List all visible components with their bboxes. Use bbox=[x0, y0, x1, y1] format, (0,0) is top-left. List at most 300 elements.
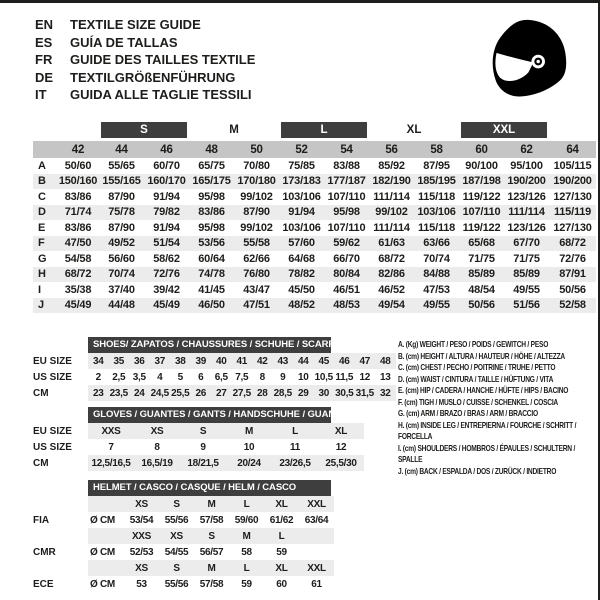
size-cell: 41/45 bbox=[198, 283, 225, 296]
shoes-us-size: 12 bbox=[359, 371, 371, 383]
helmet-size-header: M bbox=[194, 560, 229, 576]
size-cell: 66/70 bbox=[333, 252, 360, 265]
shoes-eu-size: 41 bbox=[232, 353, 253, 369]
language-code: IT bbox=[35, 87, 47, 102]
language-code: ES bbox=[35, 34, 53, 50]
shoes-cm-size: 30 bbox=[314, 385, 335, 401]
blank-cell bbox=[549, 122, 596, 141]
helmet-cmr-value bbox=[299, 544, 334, 560]
measurement-row-label: J bbox=[33, 298, 57, 314]
gloves-cm-size: 18/21,5 bbox=[180, 455, 226, 471]
shoes-cm-size: 32 bbox=[375, 385, 396, 401]
helmet-ece-value: 59 bbox=[241, 578, 252, 590]
shoes-cm-size: 24,5 bbox=[150, 385, 171, 401]
size-column-header: 64 bbox=[549, 141, 596, 158]
measurement-row-label: F bbox=[33, 236, 57, 252]
measurement-row-label: I bbox=[38, 283, 42, 296]
size-cell: 127/130 bbox=[553, 190, 592, 203]
language-title-block bbox=[35, 16, 255, 104]
helmet-icon bbox=[483, 17, 575, 109]
blank-cell bbox=[88, 560, 124, 576]
helmet-size-header: XS bbox=[159, 528, 194, 544]
blank-cell bbox=[33, 560, 88, 576]
gloves-us-size: 7 bbox=[108, 441, 114, 453]
size-cell: 55/65 bbox=[108, 159, 135, 172]
helmet-header-bar: HELMET / CASCO / CASQUE / HELM / CASCO bbox=[88, 480, 331, 496]
size-table-body bbox=[33, 158, 596, 313]
shoes-us-size: 2,5 bbox=[112, 371, 126, 383]
shoes-eu-size: 44 bbox=[293, 353, 314, 369]
size-table-row bbox=[33, 189, 596, 205]
helmet-size-header: M bbox=[194, 496, 229, 512]
shoes-eu-size: 47 bbox=[355, 353, 376, 369]
size-cell: 35/38 bbox=[64, 283, 92, 296]
helmet-size-header: XXL bbox=[299, 560, 334, 576]
size-cell: 65/75 bbox=[198, 159, 225, 172]
size-cell: 54/58 bbox=[64, 252, 92, 265]
size-cell: 49/54 bbox=[369, 298, 414, 314]
helmet-ece-row bbox=[33, 576, 334, 592]
size-cell: 95/98 bbox=[198, 221, 225, 234]
gloves-us-size: 9 bbox=[200, 441, 206, 453]
gloves-cm-size: 16,5/19 bbox=[134, 455, 180, 471]
size-cell: 75/85 bbox=[288, 159, 315, 172]
helmet-cmr-row bbox=[33, 544, 334, 560]
size-cell: 63/66 bbox=[414, 236, 459, 252]
size-column-header: 42 bbox=[57, 141, 99, 158]
blank-cell bbox=[33, 528, 88, 544]
helmet-cmr-value: 56/57 bbox=[199, 546, 224, 558]
size-cell: 123/126 bbox=[507, 221, 546, 234]
helmet-size-header: S bbox=[159, 496, 194, 512]
shoes-cm-size: 28 bbox=[252, 385, 273, 401]
size-cell: 123/126 bbox=[507, 190, 546, 203]
measurement-row-label: C bbox=[38, 190, 46, 203]
language-row bbox=[35, 16, 255, 34]
size-cell: 45/49 bbox=[144, 298, 189, 314]
size-table-row bbox=[33, 174, 596, 190]
helmet-size-header bbox=[299, 528, 334, 544]
corner-cell bbox=[33, 141, 57, 158]
helmet-fia-value: 63/64 bbox=[304, 514, 329, 526]
helmet-fia-value: 59/60 bbox=[234, 514, 259, 526]
row-label: CM bbox=[33, 387, 49, 399]
size-cell: 72/76 bbox=[559, 252, 586, 265]
shoes-us-size: 4 bbox=[157, 371, 163, 383]
size-cell: 52/58 bbox=[549, 298, 596, 314]
helmet-ece-value: 60 bbox=[276, 578, 287, 590]
shoes-us-size: 6 bbox=[198, 371, 204, 383]
shoes-cm-size: 29 bbox=[293, 385, 314, 401]
blank-cell bbox=[88, 528, 124, 544]
gloves-eu-size: M bbox=[226, 423, 272, 439]
size-cell: 59/62 bbox=[324, 236, 369, 252]
size-column-header: 44 bbox=[99, 141, 144, 158]
shoes-cm-size: 27,5 bbox=[232, 385, 253, 401]
helmet-size-header: L bbox=[229, 560, 264, 576]
language-code: DE bbox=[35, 69, 54, 85]
size-group-m: M bbox=[229, 124, 239, 136]
size-cell: 165/175 bbox=[189, 174, 234, 190]
shoes-cm-size: 31,5 bbox=[355, 385, 376, 401]
helmet-cmr-value: 54/55 bbox=[164, 546, 189, 558]
size-cell: 49/52 bbox=[99, 236, 144, 252]
diameter-unit: Ø CM bbox=[90, 578, 115, 590]
size-cell: 95/98 bbox=[324, 205, 369, 221]
diameter-unit: Ø CM bbox=[90, 514, 115, 526]
measurement-row-label: H bbox=[33, 267, 57, 283]
size-column-header: 46 bbox=[144, 141, 189, 158]
size-cell: 67/70 bbox=[504, 236, 549, 252]
size-cell: 83/88 bbox=[333, 159, 360, 172]
helmet-size-header: L bbox=[229, 496, 264, 512]
shoes-eu-size: 46 bbox=[334, 353, 355, 369]
size-cell: 160/170 bbox=[144, 174, 189, 190]
shoes-table bbox=[33, 353, 396, 401]
helmet-ece-value: 53 bbox=[136, 578, 147, 590]
size-cell: 82/86 bbox=[369, 267, 414, 283]
helmet-fia-value: 53/54 bbox=[129, 514, 154, 526]
helmet-cmr-value: 52/53 bbox=[129, 546, 154, 558]
size-cell: 111/114 bbox=[373, 190, 410, 203]
size-cell: 57/60 bbox=[279, 236, 324, 252]
size-column-header: 62 bbox=[504, 141, 549, 158]
helmet-size-header: XL bbox=[264, 496, 299, 512]
size-cell: 70/80 bbox=[243, 159, 270, 172]
size-cell: 51/54 bbox=[144, 236, 189, 252]
size-cell: 48/52 bbox=[279, 298, 324, 314]
size-cell: 68/72 bbox=[549, 236, 596, 252]
size-cell: 107/110 bbox=[459, 205, 504, 221]
size-column-header: 54 bbox=[324, 141, 369, 158]
gloves-us-row bbox=[33, 439, 364, 455]
size-cell: 83/86 bbox=[189, 205, 234, 221]
size-column-header: 48 bbox=[189, 141, 234, 158]
numeric-size-header-row bbox=[33, 141, 596, 158]
size-cell: 70/74 bbox=[423, 252, 450, 265]
measurement-row-label: D bbox=[33, 205, 57, 221]
size-cell: 68/72 bbox=[57, 267, 99, 283]
gloves-us-size: 8 bbox=[154, 441, 160, 453]
size-cell: 119/122 bbox=[462, 190, 501, 203]
helmet-ece-value: 57/58 bbox=[199, 578, 224, 590]
shoes-cm-size: 27 bbox=[211, 385, 232, 401]
language-row bbox=[35, 34, 255, 52]
helmet-size-header: XS bbox=[124, 496, 159, 512]
helmet-section bbox=[33, 480, 334, 592]
blank-cell bbox=[57, 122, 99, 141]
size-cell: 91/94 bbox=[153, 190, 180, 203]
shoes-eu-size: 40 bbox=[211, 353, 232, 369]
size-cell: 45/50 bbox=[288, 283, 315, 296]
size-cell: 99/102 bbox=[369, 205, 414, 221]
size-cell: 103/106 bbox=[282, 221, 321, 234]
size-cell: 47/50 bbox=[57, 236, 99, 252]
language-row bbox=[35, 69, 255, 87]
gloves-us-size: 11 bbox=[290, 441, 300, 453]
gloves-section bbox=[33, 407, 364, 471]
size-cell: 107/110 bbox=[327, 221, 366, 234]
gloves-eu-size: XXS bbox=[88, 423, 134, 439]
measurement-legend bbox=[398, 339, 596, 477]
shoes-eu-size: 48 bbox=[375, 353, 396, 369]
size-cell: 65/68 bbox=[459, 236, 504, 252]
shoes-eu-size: 36 bbox=[129, 353, 150, 369]
size-cell: 50/56 bbox=[459, 298, 504, 314]
size-cell: 170/180 bbox=[234, 174, 279, 190]
shoes-eu-size: 37 bbox=[150, 353, 171, 369]
size-cell: 55/58 bbox=[234, 236, 279, 252]
legend-item: J. (cm) BACK / ESPALDA / DOS / ZURÜCK / INDIETRO bbox=[398, 465, 557, 476]
gloves-us-size: 12 bbox=[335, 441, 347, 453]
blank-cell bbox=[88, 496, 124, 512]
size-cell: 83/86 bbox=[64, 190, 92, 203]
shoes-cm-size: 28,5 bbox=[273, 385, 294, 401]
helmet-table bbox=[33, 496, 334, 592]
size-cell: 74/78 bbox=[189, 267, 234, 283]
size-cell: 43/47 bbox=[243, 283, 270, 296]
shoes-us-size: 9 bbox=[280, 371, 286, 383]
helmet-cmr-sizes-row bbox=[33, 528, 334, 544]
measurement-row-label: A bbox=[38, 159, 46, 172]
blank-cell bbox=[33, 122, 57, 141]
size-column-header: 52 bbox=[279, 141, 324, 158]
language-title: TEXTILE SIZE GUIDE bbox=[70, 17, 201, 32]
size-cell: 68/72 bbox=[378, 252, 405, 265]
size-cell: 107/110 bbox=[327, 190, 366, 203]
gloves-cm-size: 12,5/16,5 bbox=[88, 455, 134, 471]
helmet-cmr-value: 58 bbox=[241, 546, 252, 558]
shoes-us-size: 7,5 bbox=[235, 371, 249, 383]
helmet-cmr-value: 59 bbox=[276, 546, 287, 558]
size-cell: 95/100 bbox=[510, 159, 543, 172]
shoes-eu-size: 34 bbox=[88, 353, 109, 369]
legend-item: G. (cm) ARM / BRAZO / BRAS / ARM / BRACCIO bbox=[398, 408, 538, 418]
textile-size-table bbox=[33, 122, 596, 313]
size-cell: 49/55 bbox=[513, 283, 540, 296]
size-cell: 115/119 bbox=[549, 205, 596, 221]
size-cell: 185/195 bbox=[414, 174, 459, 190]
size-cell: 61/63 bbox=[369, 236, 414, 252]
shoes-eu-size: 39 bbox=[191, 353, 212, 369]
language-title: GUIDE DES TAILLES TEXTILE bbox=[70, 52, 256, 67]
size-cell: 48/54 bbox=[468, 283, 495, 296]
gloves-table bbox=[33, 423, 364, 471]
size-cell: 50/56 bbox=[559, 283, 586, 296]
size-column-header: 56 bbox=[369, 141, 414, 158]
gloves-eu-size: L bbox=[272, 423, 318, 439]
size-table-row bbox=[33, 298, 596, 314]
shoes-us-size: 2 bbox=[95, 371, 101, 383]
size-table-row bbox=[33, 158, 596, 174]
size-cell: 95/98 bbox=[198, 190, 225, 203]
helmet-size-header: XS bbox=[124, 560, 159, 576]
shoes-cm-size: 23,5 bbox=[109, 385, 130, 401]
measurement-row-label: B bbox=[33, 174, 57, 190]
helmet-size-header: L bbox=[264, 528, 299, 544]
shoes-us-size: 6,5 bbox=[214, 371, 228, 383]
size-cell: 105/115 bbox=[553, 159, 592, 172]
size-cell: 46/51 bbox=[333, 283, 360, 296]
size-cell: 87/90 bbox=[234, 205, 279, 221]
size-group-xl: XL bbox=[406, 124, 422, 136]
gloves-cm-size: 23/26,5 bbox=[272, 455, 318, 471]
shoes-us-size: 8 bbox=[259, 371, 265, 383]
shoes-eu-size: 43 bbox=[273, 353, 294, 369]
size-cell: 99/102 bbox=[240, 190, 273, 203]
row-label: CMR bbox=[33, 546, 56, 558]
helmet-fia-value: 55/56 bbox=[164, 514, 189, 526]
row-label: FIA bbox=[33, 514, 50, 526]
legend-item: I. (cm) SHOULDERS / HOMBROS / ÉPAULES / SCHULTERN / SPALLE bbox=[398, 442, 576, 464]
size-cell: 85/89 bbox=[504, 267, 549, 283]
helmet-ece-value: 61 bbox=[311, 578, 322, 590]
shoes-eu-size: 35 bbox=[109, 353, 130, 369]
legend-item: B. (cm) HEIGHT / ALTURA / HAUTEUR / HÖHE / ALTEZZA bbox=[398, 350, 565, 361]
size-cell: 58/62 bbox=[153, 252, 180, 265]
size-cell: 85/89 bbox=[459, 267, 504, 283]
size-cell: 78/82 bbox=[279, 267, 324, 283]
size-cell: 87/90 bbox=[108, 190, 135, 203]
size-cell: 46/50 bbox=[189, 298, 234, 314]
gloves-eu-size: XL bbox=[318, 423, 364, 439]
size-cell: 80/84 bbox=[324, 267, 369, 283]
size-cell: 39/42 bbox=[153, 283, 180, 296]
helmet-fia-value: 57/58 bbox=[199, 514, 224, 526]
shoes-cm-size: 23 bbox=[88, 385, 109, 401]
measurement-row-label: G bbox=[38, 252, 47, 265]
row-label: EU SIZE bbox=[33, 355, 72, 367]
size-cell: 71/74 bbox=[57, 205, 99, 221]
shoes-section bbox=[33, 337, 396, 401]
helmet-size-header: S bbox=[194, 528, 229, 544]
helmet-size-header: XXL bbox=[299, 496, 334, 512]
legend-item: E. (cm) HIP / CADERA / HANCHE / HÜFTE / HIPS / BACINO bbox=[398, 385, 569, 395]
row-label: US SIZE bbox=[33, 371, 72, 383]
size-cell: 187/198 bbox=[459, 174, 504, 190]
size-cell: 103/106 bbox=[282, 190, 321, 203]
size-cell: 182/190 bbox=[369, 174, 414, 190]
language-row bbox=[35, 51, 255, 69]
helmet-ece-value: 55/56 bbox=[164, 578, 189, 590]
diameter-unit: Ø CM bbox=[90, 546, 115, 558]
size-cell: 79/82 bbox=[144, 205, 189, 221]
size-table-row bbox=[33, 205, 596, 221]
shoes-eu-row bbox=[33, 353, 396, 369]
gloves-eu-row bbox=[33, 423, 364, 439]
shoes-cm-size: 26 bbox=[191, 385, 212, 401]
size-cell: 111/114 bbox=[373, 221, 410, 234]
size-cell: 48/53 bbox=[324, 298, 369, 314]
language-title: GUIDA ALLE TAGLIE TESSILI bbox=[70, 87, 252, 102]
size-cell: 91/94 bbox=[279, 205, 324, 221]
size-group-s: S bbox=[101, 122, 187, 138]
size-cell: 53/56 bbox=[189, 236, 234, 252]
helmet-size-header: M bbox=[229, 528, 264, 544]
shoes-eu-size: 45 bbox=[314, 353, 335, 369]
size-cell: 45/49 bbox=[57, 298, 99, 314]
size-cell: 83/86 bbox=[64, 221, 92, 234]
gloves-cm-size: 20/24 bbox=[226, 455, 272, 471]
size-cell: 190/200 bbox=[549, 174, 596, 190]
size-cell: 155/165 bbox=[99, 174, 144, 190]
helmet-ece-sizes-row bbox=[33, 560, 334, 576]
size-cell: 71/75 bbox=[513, 252, 540, 265]
shoes-us-size: 10,5 bbox=[314, 371, 333, 383]
language-row bbox=[35, 86, 255, 104]
size-column-header: 58 bbox=[414, 141, 459, 158]
size-cell: 56/60 bbox=[108, 252, 135, 265]
size-cell: 49/55 bbox=[414, 298, 459, 314]
legend-item: C. (cm) CHEST / PECHO / POITRINE / TRUHE / PETTO bbox=[398, 362, 556, 372]
language-title: TEXTILGRÖßENFÜHRUNG bbox=[70, 69, 236, 85]
size-group-l: L bbox=[281, 122, 367, 138]
size-column-header: 60 bbox=[459, 141, 504, 158]
legend-item: A. (Kg) WEIGHT / PESO / POIDS / GEWITCH / PESO bbox=[398, 339, 549, 349]
size-group-xxl: XXL bbox=[461, 122, 547, 138]
shoes-us-size: 10 bbox=[297, 371, 309, 383]
shoes-us-size: 5 bbox=[177, 371, 183, 383]
size-cell: 62/66 bbox=[243, 252, 270, 265]
size-cell: 84/88 bbox=[414, 267, 459, 283]
size-cell: 103/106 bbox=[414, 205, 459, 221]
shoes-us-row bbox=[33, 369, 396, 385]
measurement-row-label: E bbox=[38, 221, 46, 234]
helmet-fia-sizes-row bbox=[33, 496, 334, 512]
shoes-cm-row bbox=[33, 385, 396, 401]
legend-item: H. (cm) INSIDE LEG / ENTREPIERNA / FOURCHE / SCHRITT / FORCELLA bbox=[398, 419, 577, 441]
size-cell: 60/64 bbox=[198, 252, 225, 265]
shoes-cm-size: 30,5 bbox=[334, 385, 355, 401]
size-cell: 91/94 bbox=[153, 221, 180, 234]
shoes-cm-size: 25,5 bbox=[170, 385, 191, 401]
shoes-us-size: 13 bbox=[379, 371, 391, 383]
size-cell: 64/68 bbox=[288, 252, 315, 265]
language-code: EN bbox=[35, 17, 54, 32]
blank-cell bbox=[33, 496, 88, 512]
language-title: GUÍA DE TALLAS bbox=[70, 34, 178, 50]
gloves-cm-size: 25,5/30 bbox=[318, 455, 364, 471]
size-cell: 87/90 bbox=[108, 221, 135, 234]
size-table-row bbox=[33, 236, 596, 252]
size-cell: 60/70 bbox=[153, 159, 180, 172]
size-cell: 115/118 bbox=[417, 190, 456, 203]
legend-item: F. (cm) TIGH / MUSLO / CUISSE / SCHENKEL / COSCIA bbox=[398, 396, 558, 407]
shoes-us-size: 3,5 bbox=[132, 371, 146, 383]
size-cell: 47/53 bbox=[423, 283, 450, 296]
size-cell: 44/48 bbox=[99, 298, 144, 314]
size-cell: 50/60 bbox=[64, 159, 92, 172]
size-cell: 177/187 bbox=[324, 174, 369, 190]
size-cell: 150/160 bbox=[58, 175, 98, 188]
legend-item: D. (cm) WAIST / CINTURA / TAILLE / HÜFTUNG / VITA bbox=[398, 373, 554, 384]
size-cell: 75/78 bbox=[99, 205, 144, 221]
row-label: EU SIZE bbox=[33, 425, 72, 437]
size-cell: 173/183 bbox=[279, 174, 324, 190]
size-cell: 90/100 bbox=[465, 159, 498, 172]
helmet-size-header: S bbox=[159, 560, 194, 576]
size-group-row bbox=[33, 122, 596, 141]
language-code: FR bbox=[35, 52, 53, 67]
size-cell: 87/91 bbox=[549, 267, 596, 283]
shoes-us-size: 11,5 bbox=[335, 371, 354, 383]
gloves-us-size: 10 bbox=[243, 441, 255, 453]
size-cell: 87/95 bbox=[423, 159, 450, 172]
size-cell: 115/118 bbox=[417, 221, 456, 234]
row-label: US SIZE bbox=[33, 441, 72, 453]
size-cell: 71/75 bbox=[468, 252, 495, 265]
size-cell: 46/52 bbox=[378, 283, 405, 296]
